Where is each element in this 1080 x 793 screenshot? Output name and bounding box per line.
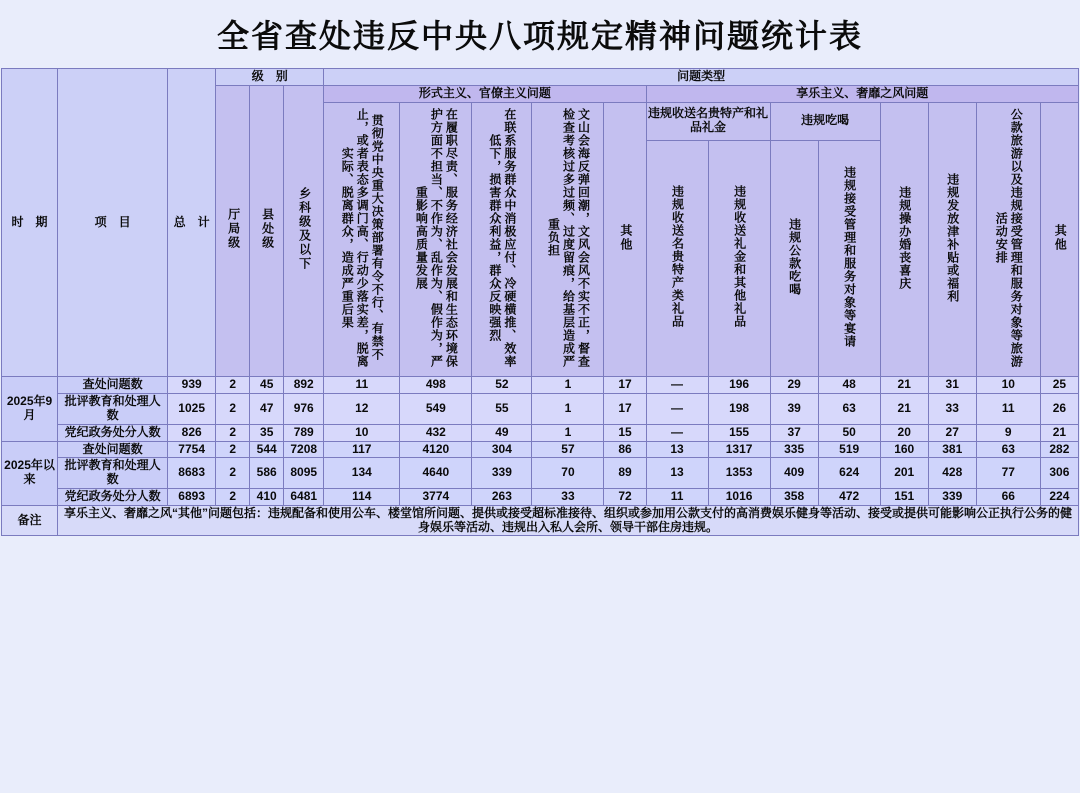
cell-hedonism-2: 1317 (708, 441, 770, 458)
cell-total: 6893 (168, 488, 216, 505)
row-label: 党纪政务处分人数 (58, 488, 168, 505)
header-hedonism-subgroup-eat: 违规吃喝 (770, 102, 880, 140)
header-hedonism-subgroup-gift: 违规收送名贵特产和礼品礼金 (646, 102, 770, 140)
cell-formalism-3: 263 (472, 488, 532, 505)
cell-formalism-other: 89 (604, 458, 646, 489)
cell-level-ting: 2 (216, 458, 250, 489)
cell-level-ting: 2 (216, 377, 250, 394)
cell-hedonism-2: 1016 (708, 488, 770, 505)
cell-hedonism-2: 196 (708, 377, 770, 394)
cell-level-xian: 410 (250, 488, 284, 505)
row-label: 党纪政务处分人数 (58, 424, 168, 441)
header-hedonism-col-travel: 公款旅游以及违规接受管理和服务对象等旅游活动安排 (976, 102, 1040, 377)
cell-hedonism-2: 1353 (708, 458, 770, 489)
cell-hedonism-3: 335 (770, 441, 818, 458)
cell-formalism-4: 57 (532, 441, 604, 458)
cell-hedonism-6: 339 (928, 488, 976, 505)
cell-hedonism-5: 20 (880, 424, 928, 441)
page-title: 全省查处违反中央八项规定精神问题统计表 (216, 17, 863, 55)
cell-formalism-other: 17 (604, 377, 646, 394)
cell-hedonism-3: 29 (770, 377, 818, 394)
header-period: 时 期 (2, 69, 58, 377)
cell-hedonism-1: 11 (646, 488, 708, 505)
table-row (2, 394, 1079, 425)
cell-formalism-3: 339 (472, 458, 532, 489)
header-formalism-col-1: 贯彻党中央重大决策部署有令不行、有禁不止，或者表态多调门高、行动少落实差，脱离实际、脱离群众，造成严重后果 (324, 102, 400, 377)
header-level-ting: 厅局级 (216, 85, 250, 377)
cell-formalism-1: 10 (324, 424, 400, 441)
cell-hedonism-4: 50 (818, 424, 880, 441)
cell-formalism-4: 1 (532, 394, 604, 425)
cell-level-ting: 2 (216, 441, 250, 458)
cell-formalism-2: 498 (400, 377, 472, 394)
row-label: 查处问题数 (58, 441, 168, 458)
cell-formalism-2: 432 (400, 424, 472, 441)
cell-formalism-3: 52 (472, 377, 532, 394)
cell-formalism-4: 70 (532, 458, 604, 489)
header-problem-type-group: 问题类型 (324, 69, 1079, 86)
cell-hedonism-2: 155 (708, 424, 770, 441)
cell-hedonism-4: 472 (818, 488, 880, 505)
cell-formalism-2: 4640 (400, 458, 472, 489)
cell-hedonism-4: 624 (818, 458, 880, 489)
cell-hedonism-7: 66 (976, 488, 1040, 505)
footer-note-row (2, 505, 1079, 536)
cell-hedonism-6: 31 (928, 377, 976, 394)
cell-formalism-1: 117 (324, 441, 400, 458)
cell-hedonism-5: 201 (880, 458, 928, 489)
table-row (2, 377, 1079, 394)
header-formalism-col-other: 其他 (604, 102, 646, 377)
cell-formalism-2: 3774 (400, 488, 472, 505)
cell-formalism-1: 114 (324, 488, 400, 505)
row-label: 查处问题数 (58, 377, 168, 394)
table-row (2, 441, 1079, 458)
cell-level-xian: 35 (250, 424, 284, 441)
cell-total: 1025 (168, 394, 216, 425)
cell-hedonism-5: 160 (880, 441, 928, 458)
header-hedonism-col-other: 其他 (1040, 102, 1078, 377)
footer-note-text: 享乐主义、奢靡之风“其他”问题包括：违规配备和使用公车、楼堂馆所问题、提供或接受超标准接待、组织或参加用公款支付的高消费娱乐健身等活动、接受或提供可能影响公正执行公务的健身娱乐等活动、违规出入私人会所、领导干部住房违规。 (58, 505, 1079, 536)
row-label: 批评教育和处理人数 (58, 458, 168, 489)
cell-hedonism-1: — (646, 394, 708, 425)
cell-level-xian: 586 (250, 458, 284, 489)
cell-level-xiang: 976 (284, 394, 324, 425)
cell-level-xiang: 892 (284, 377, 324, 394)
cell-hedonism-4: 63 (818, 394, 880, 425)
cell-hedonism-7: 11 (976, 394, 1040, 425)
cell-hedonism-6: 33 (928, 394, 976, 425)
cell-level-xiang: 7208 (284, 441, 324, 458)
cell-total: 7754 (168, 441, 216, 458)
cell-formalism-other: 72 (604, 488, 646, 505)
cell-formalism-other: 86 (604, 441, 646, 458)
cell-hedonism-3: 39 (770, 394, 818, 425)
header-hedonism-col-banquet: 违规接受管理和服务对象等宴请 (818, 140, 880, 376)
cell-hedonism-4: 519 (818, 441, 880, 458)
cell-hedonism-3: 37 (770, 424, 818, 441)
cell-level-ting: 2 (216, 394, 250, 425)
cell-hedonism-1: — (646, 377, 708, 394)
cell-hedonism-7: 10 (976, 377, 1040, 394)
header-level-xiang: 乡科级及以下 (284, 85, 324, 377)
cell-hedonism-3: 409 (770, 458, 818, 489)
cell-hedonism-other: 26 (1040, 394, 1078, 425)
table-row (2, 424, 1079, 441)
table-row (2, 458, 1079, 489)
cell-total: 939 (168, 377, 216, 394)
cell-formalism-1: 12 (324, 394, 400, 425)
header-formalism-col-4: 文山会海反弹回潮，文风会风不实不正，督查检查考核过多过频、过度留痕，给基层造成严重负担 (532, 102, 604, 377)
cell-hedonism-7: 9 (976, 424, 1040, 441)
cell-hedonism-7: 63 (976, 441, 1040, 458)
cell-level-xiang: 6481 (284, 488, 324, 505)
cell-formalism-3: 55 (472, 394, 532, 425)
cell-formalism-3: 49 (472, 424, 532, 441)
cell-level-ting: 2 (216, 488, 250, 505)
statistics-table (1, 68, 1079, 536)
cell-level-xian: 45 (250, 377, 284, 394)
cell-hedonism-7: 77 (976, 458, 1040, 489)
cell-hedonism-6: 27 (928, 424, 976, 441)
cell-hedonism-1: 13 (646, 458, 708, 489)
header-hedonism-col-wedding: 违规操办婚丧喜庆 (880, 102, 928, 377)
cell-formalism-1: 11 (324, 377, 400, 394)
cell-hedonism-6: 428 (928, 458, 976, 489)
header-hedonism-col-gift-specialty: 违规收送名贵特产类礼品 (646, 140, 708, 376)
cell-formalism-4: 1 (532, 424, 604, 441)
header-hedonism-col-public-dining: 违规公款吃喝 (770, 140, 818, 376)
cell-hedonism-3: 358 (770, 488, 818, 505)
cell-total: 8683 (168, 458, 216, 489)
title-bar (0, 0, 1080, 68)
cell-hedonism-5: 151 (880, 488, 928, 505)
cell-hedonism-other: 282 (1040, 441, 1078, 458)
cell-hedonism-5: 21 (880, 377, 928, 394)
cell-formalism-other: 17 (604, 394, 646, 425)
cell-hedonism-other: 306 (1040, 458, 1078, 489)
cell-hedonism-other: 21 (1040, 424, 1078, 441)
cell-level-ting: 2 (216, 424, 250, 441)
cell-formalism-2: 4120 (400, 441, 472, 458)
header-hedonism-col-gift-money: 违规收送礼金和其他礼品 (708, 140, 770, 376)
cell-formalism-3: 304 (472, 441, 532, 458)
period-label-2025-ytd: 2025年以来 (2, 441, 58, 505)
header-formalism-col-2: 在履职尽责、服务经济社会发展和生态环境保护方面不担当、不作为、乱作为、假作为，严重影响高质量发展 (400, 102, 472, 377)
cell-hedonism-2: 198 (708, 394, 770, 425)
cell-level-xiang: 8095 (284, 458, 324, 489)
header-group-formalism: 形式主义、官僚主义问题 (324, 85, 646, 102)
cell-formalism-4: 1 (532, 377, 604, 394)
cell-hedonism-other: 25 (1040, 377, 1078, 394)
cell-formalism-4: 33 (532, 488, 604, 505)
cell-hedonism-6: 381 (928, 441, 976, 458)
cell-formalism-other: 15 (604, 424, 646, 441)
cell-level-xian: 47 (250, 394, 284, 425)
cell-total: 826 (168, 424, 216, 441)
cell-formalism-2: 549 (400, 394, 472, 425)
cell-hedonism-5: 21 (880, 394, 928, 425)
table-row (2, 488, 1079, 505)
header-hedonism-col-allowance: 违规发放津补贴或福利 (928, 102, 976, 377)
footer-note-label: 备注 (2, 505, 58, 536)
header-total: 总 计 (168, 69, 216, 377)
header-level-group: 级 别 (216, 69, 324, 86)
cell-hedonism-other: 224 (1040, 488, 1078, 505)
cell-level-xiang: 789 (284, 424, 324, 441)
row-label: 批评教育和处理人数 (58, 394, 168, 425)
header-row-1 (2, 69, 1079, 86)
cell-hedonism-4: 48 (818, 377, 880, 394)
header-project: 项 目 (58, 69, 168, 377)
header-formalism-col-3: 在联系服务群众中消极应付、冷硬横推、效率低下，损害群众利益，群众反映强烈 (472, 102, 532, 377)
cell-formalism-1: 134 (324, 458, 400, 489)
cell-hedonism-1: — (646, 424, 708, 441)
period-label-2025-09: 2025年9月 (2, 377, 58, 441)
cell-hedonism-1: 13 (646, 441, 708, 458)
header-group-hedonism: 享乐主义、奢靡之风问题 (646, 85, 1078, 102)
header-level-xian: 县处级 (250, 85, 284, 377)
cell-level-xian: 544 (250, 441, 284, 458)
